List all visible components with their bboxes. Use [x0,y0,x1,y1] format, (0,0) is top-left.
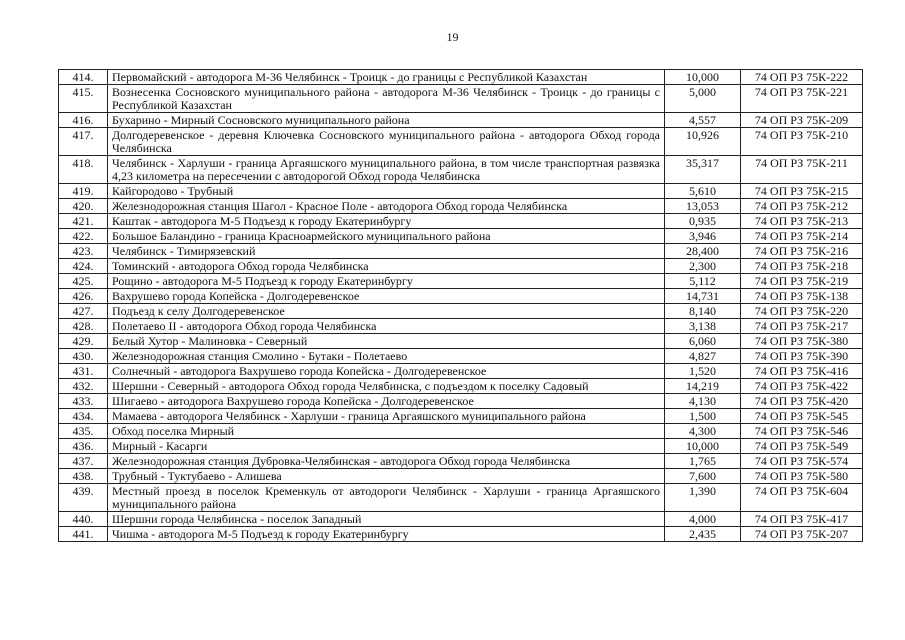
road-length: 4,300 [665,424,741,439]
table-row [59,469,863,484]
table-row [59,304,863,319]
road-name: Трубный - Туктубаево - Алишева [108,469,665,484]
road-length: 1,390 [665,484,741,512]
table-row [59,85,863,113]
road-length: 28,400 [665,244,741,259]
row-number: 424. [59,259,108,274]
road-name: Бухарино - Мирный Сосновского муниципального района [108,113,665,128]
road-id-code: 74 ОП РЗ 75К-213 [741,214,863,229]
roads-table-body [59,70,863,542]
row-number: 441. [59,527,108,542]
road-name: Вознесенка Сосновского муниципального района - автодорога М-36 Челябинск - Троицк - до границы с Республикой Казахстан [108,85,665,113]
road-name: Вахрушево города Копейска - Долгодеревенское [108,289,665,304]
road-id-code: 74 ОП РЗ 75К-380 [741,334,863,349]
row-number: 434. [59,409,108,424]
road-length: 10,926 [665,128,741,156]
road-length: 13,053 [665,199,741,214]
table-row [59,424,863,439]
table-row [59,184,863,199]
road-length: 4,827 [665,349,741,364]
road-id-code: 74 ОП РЗ 75К-546 [741,424,863,439]
road-id-code: 74 ОП РЗ 75К-218 [741,259,863,274]
road-length: 14,219 [665,379,741,394]
road-id-code: 74 ОП РЗ 75К-212 [741,199,863,214]
road-length: 10,000 [665,70,741,85]
road-id-code: 74 ОП РЗ 75К-220 [741,304,863,319]
row-number: 436. [59,439,108,454]
road-length: 2,435 [665,527,741,542]
road-id-code: 74 ОП РЗ 75К-417 [741,512,863,527]
road-name: Челябинск - Харлуши - граница Аргаяшского муниципального района, в том числе транспортная развязка 4,23 километра на пересечении с автодорогой Обход города Челябинска [108,156,665,184]
table-row [59,156,863,184]
road-length: 4,130 [665,394,741,409]
road-id-code: 74 ОП РЗ 75К-549 [741,439,863,454]
row-number: 429. [59,334,108,349]
road-length: 0,935 [665,214,741,229]
road-name: Шигаево - автодорога Вахрушево города Копейска - Долгодеревенское [108,394,665,409]
road-name: Рощино - автодорога М-5 Подъезд к городу Екатеринбургу [108,274,665,289]
road-name: Железнодорожная станция Дубровка-Челябинская - автодорога Обход города Челябинска [108,454,665,469]
road-id-code: 74 ОП РЗ 75К-545 [741,409,863,424]
row-number: 440. [59,512,108,527]
road-length: 3,138 [665,319,741,334]
table-row [59,274,863,289]
table-row [59,229,863,244]
road-name: Железнодорожная станция Смолино - Бутаки - Полетаево [108,349,665,364]
row-number: 425. [59,274,108,289]
row-number: 430. [59,349,108,364]
row-number: 414. [59,70,108,85]
row-number: 415. [59,85,108,113]
road-id-code: 74 ОП РЗ 75К-574 [741,454,863,469]
road-id-code: 74 ОП РЗ 75К-416 [741,364,863,379]
road-length: 5,610 [665,184,741,199]
road-id-code: 74 ОП РЗ 75К-390 [741,349,863,364]
row-number: 419. [59,184,108,199]
table-row [59,214,863,229]
road-name: Обход поселка Мирный [108,424,665,439]
road-id-code: 74 ОП РЗ 75К-211 [741,156,863,184]
road-id-code: 74 ОП РЗ 75К-215 [741,184,863,199]
page-number: 19 [446,30,459,44]
road-length: 14,731 [665,289,741,304]
table-row [59,409,863,424]
row-number: 423. [59,244,108,259]
roads-table [58,69,863,542]
road-name: Местный проезд в поселок Кременкуль от автодороги Челябинск - Харлуши - граница Аргаяшского муниципального района [108,484,665,512]
row-number: 422. [59,229,108,244]
table-row [59,334,863,349]
table-row [59,199,863,214]
table-row [59,113,863,128]
table-row [59,259,863,274]
road-name: Солнечный - автодорога Вахрушево города Копейска - Долгодеревенское [108,364,665,379]
road-name: Челябинск - Тимирязевский [108,244,665,259]
table-row [59,364,863,379]
road-name: Белый Хутор - Малиновка - Северный [108,334,665,349]
road-name: Шершни города Челябинска - поселок Западный [108,512,665,527]
road-length: 10,000 [665,439,741,454]
road-id-code: 74 ОП РЗ 75К-217 [741,319,863,334]
road-name: Чишма - автодорога М-5 Подъезд к городу Екатеринбургу [108,527,665,542]
road-id-code: 74 ОП РЗ 75К-221 [741,85,863,113]
table-row [59,484,863,512]
table-row [59,379,863,394]
road-id-code: 74 ОП РЗ 75К-222 [741,70,863,85]
table-row [59,454,863,469]
road-name: Кайгородово - Трубный [108,184,665,199]
row-number: 420. [59,199,108,214]
row-number: 439. [59,484,108,512]
row-number: 437. [59,454,108,469]
table-row [59,319,863,334]
road-length: 7,600 [665,469,741,484]
road-name: Мирный - Касарги [108,439,665,454]
road-length: 35,317 [665,156,741,184]
road-length: 3,946 [665,229,741,244]
table-row [59,512,863,527]
road-length: 1,520 [665,364,741,379]
table-row [59,289,863,304]
road-id-code: 74 ОП РЗ 75К-420 [741,394,863,409]
row-number: 418. [59,156,108,184]
row-number: 421. [59,214,108,229]
road-name: Шершни - Северный - автодорога Обход города Челябинска, с подъездом к поселку Садовый [108,379,665,394]
road-id-code: 74 ОП РЗ 75К-214 [741,229,863,244]
road-name: Долгодеревенское - деревня Ключевка Сосновского муниципального района - автодорога Обход города Челябинска [108,128,665,156]
road-id-code: 74 ОП РЗ 75К-207 [741,527,863,542]
table-row [59,244,863,259]
row-number: 431. [59,364,108,379]
road-length: 5,112 [665,274,741,289]
row-number: 435. [59,424,108,439]
row-number: 427. [59,304,108,319]
table-row [59,394,863,409]
table-row [59,527,863,542]
row-number: 432. [59,379,108,394]
road-length: 2,300 [665,259,741,274]
road-length: 1,500 [665,409,741,424]
road-length: 8,140 [665,304,741,319]
road-name: Большое Баландино - граница Красноармейского муниципального района [108,229,665,244]
road-name: Томинский - автодорога Обход города Челябинска [108,259,665,274]
road-id-code: 74 ОП РЗ 75К-580 [741,469,863,484]
road-id-code: 74 ОП РЗ 75К-216 [741,244,863,259]
road-id-code: 74 ОП РЗ 75К-138 [741,289,863,304]
row-number: 428. [59,319,108,334]
road-id-code: 74 ОП РЗ 75К-210 [741,128,863,156]
road-id-code: 74 ОП РЗ 75К-422 [741,379,863,394]
road-length: 6,060 [665,334,741,349]
road-name: Каштак - автодорога М-5 Подъезд к городу Екатеринбургу [108,214,665,229]
table-row [59,349,863,364]
row-number: 438. [59,469,108,484]
row-number: 417. [59,128,108,156]
row-number: 416. [59,113,108,128]
road-id-code: 74 ОП РЗ 75К-604 [741,484,863,512]
road-name: Подъезд к селу Долгодеревенское [108,304,665,319]
table-row [59,70,863,85]
table-row [59,128,863,156]
road-length: 1,765 [665,454,741,469]
road-name: Полетаево II - автодорога Обход города Челябинска [108,319,665,334]
road-id-code: 74 ОП РЗ 75К-219 [741,274,863,289]
road-id-code: 74 ОП РЗ 75К-209 [741,113,863,128]
road-length: 4,557 [665,113,741,128]
road-name: Мамаева - автодорога Челябинск - Харлуши - граница Аргаяшского муниципального района [108,409,665,424]
road-length: 5,000 [665,85,741,113]
row-number: 426. [59,289,108,304]
road-length: 4,000 [665,512,741,527]
road-name: Первомайский - автодорога М-36 Челябинск - Троицк - до границы с Республикой Казахстан [108,70,665,85]
row-number: 433. [59,394,108,409]
road-name: Железнодорожная станция Шагол - Красное Поле - автодорога Обход города Челябинска [108,199,665,214]
table-row [59,439,863,454]
